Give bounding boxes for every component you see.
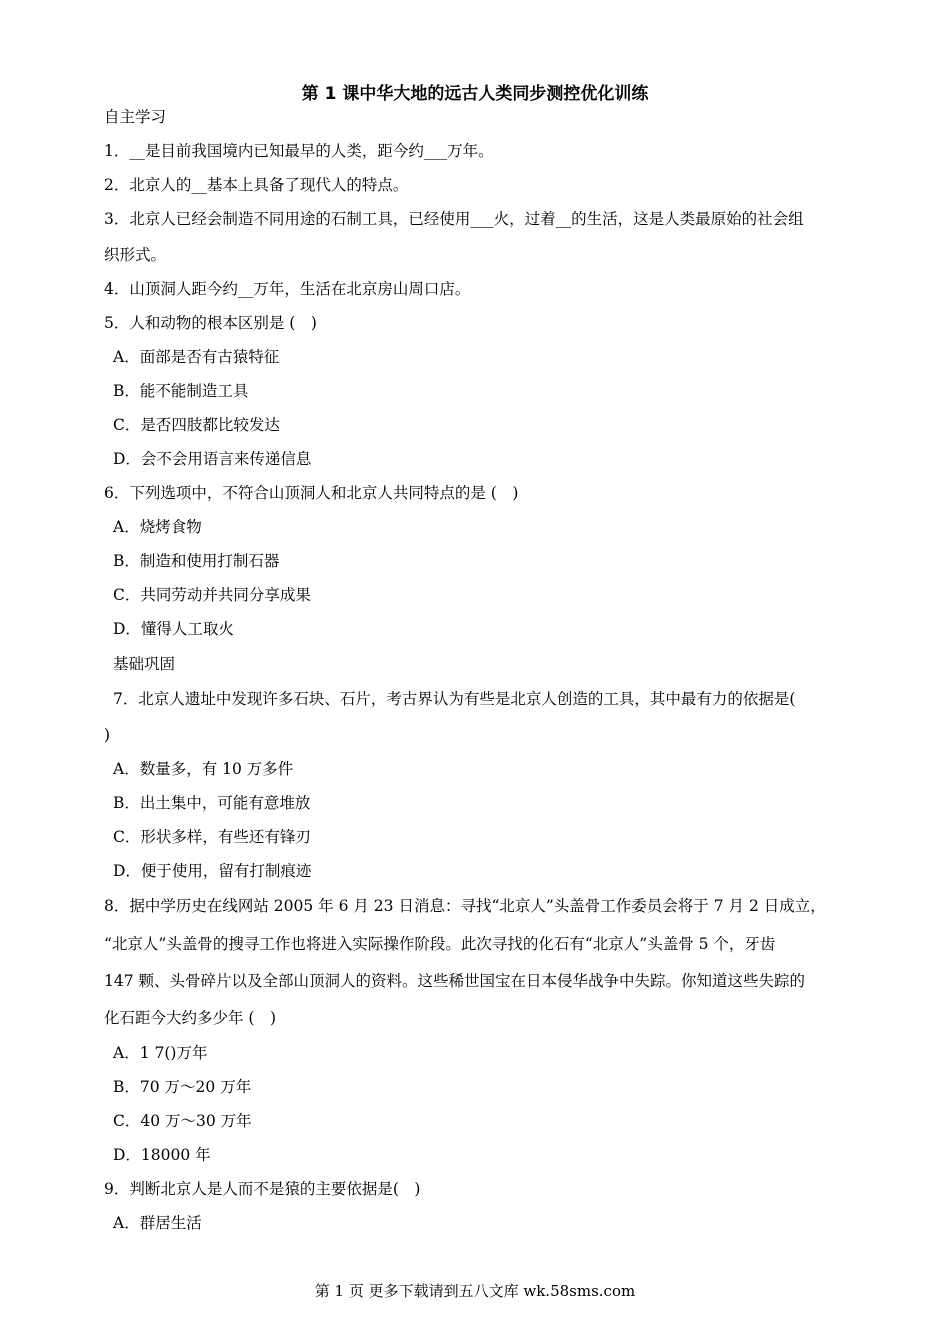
option-c: C．40 万～30 万年	[113, 1112, 252, 1130]
page-title: 第 1 课中华大地的远古人类同步测控优化训练	[301, 84, 649, 104]
question-8-cont: “北京人”头盖骨的搜寻工作也将进入实际操作阶段。此次寻找的化石有“北京人”头盖骨 5 个，牙齿	[104, 935, 776, 953]
question-4: 4．山顶洞人距今约__万年，生活在北京房山周口店。	[104, 280, 471, 298]
question-7: 7．北京人遗址中发现许多石块、石片，考古界认为有些是北京人创造的工具，其中最有力的依据是(	[113, 690, 796, 708]
question-3: 3．北京人已经会制造不同用途的石制工具，已经使用___火，过着__的生活，这是人类最原始的社会组	[104, 210, 804, 228]
option-a: A．面部是否有古猿特征	[113, 348, 280, 366]
option-b: B．能不能制造工具	[113, 382, 249, 400]
option-d: D．会不会用语言来传递信息	[113, 450, 312, 468]
question-2: 2．北京人的__基本上具备了现代人的特点。	[104, 176, 409, 194]
option-a: A．1 7()万年	[113, 1044, 208, 1062]
option-b: B．70 万～20 万年	[113, 1078, 252, 1096]
question-1: 1．__是目前我国境内已知最早的人类，距今约___万年。	[104, 142, 494, 160]
question-7-cont: )	[104, 726, 111, 744]
option-c: C．共同劳动并共同分享成果	[113, 586, 311, 604]
option-a: A．数量多，有 10 万多件	[113, 760, 294, 778]
question-8: 8．据中学历史在线网站 2005 年 6 月 23 日消息：寻找“北京人”头盖骨工作委员会将于 7 月 2 日成立，	[104, 897, 826, 915]
question-3-cont: 织形式。	[104, 246, 167, 264]
question-6: 6．下列选项中，不符合山顶洞人和北京人共同特点的是 ( )	[104, 484, 519, 502]
option-c: C．是否四肢都比较发达	[113, 416, 280, 434]
option-d: D．18000 年	[113, 1146, 211, 1164]
section-heading: 自主学习	[104, 108, 167, 126]
question-8-cont: 147 颗、头骨碎片以及全部山顶洞人的资料。这些稀世国宝在日本侵华战争中失踪。你知道这些失踪的	[104, 972, 806, 990]
question-5: 5．人和动物的根本区别是 ( )	[104, 314, 317, 332]
option-b: B．制造和使用打制石器	[113, 552, 280, 570]
option-b: B．出土集中，可能有意堆放	[113, 794, 311, 812]
question-8-cont: 化石距今大约多少年 ( )	[104, 1009, 277, 1027]
option-d: D．便于使用，留有打制痕迹	[113, 862, 312, 880]
option-a: A．烧烤食物	[113, 518, 202, 536]
option-a: A．群居生活	[113, 1214, 202, 1232]
option-c: C．形状多样，有些还有锋刃	[113, 828, 311, 846]
option-d: D．懂得人工取火	[113, 620, 234, 638]
question-9: 9．判断北京人是人而不是猿的主要依据是( )	[104, 1180, 421, 1198]
page-footer: 第 1 页 更多下载请到五八文库 wk.58sms.com	[314, 1282, 636, 1300]
section-heading: 基础巩固	[113, 655, 176, 673]
